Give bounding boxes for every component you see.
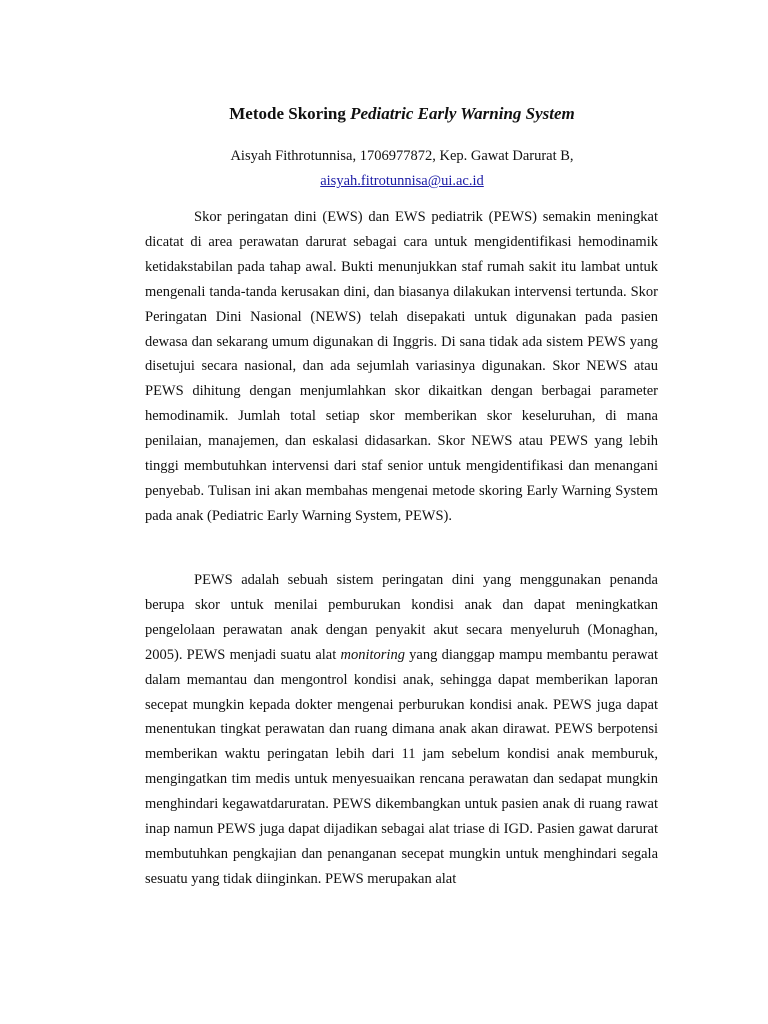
title-italic: Pediatric Early Warning System <box>350 104 575 123</box>
paragraph-2-text-a: PEWS adalah sebuah sistem peringatan dini yang menggunakan penanda berupa skor untuk menilai pemburukan kondisi anak dan dapat meningkatkan pengelolaan perawatan anak dengan penyakit akut secara menyeluruh (Monaghan, 2005). PEWS menjadi suatu alat <box>145 572 658 663</box>
body-paragraph-1-block <box>145 205 658 529</box>
paragraph-2-text-b: yang dianggap mampu membantu perawat dalam memantau dan mengontrol kondisi anak, sehingga dapat memberikan laporan secepat mungkin kepada dokter mengenai perburukan kondisi anak. PEWS juga dapat menentukan tingkat perawatan dan ruang dimana anak akan dirawat. PEWS berpotensi memberikan waktu peringatan lebih dari 11 jam sebelum kondisi anak memburuk, mengingatkan tim medis untuk menyesuaikan rencana perawatan dan sedapat mungkin menghindari kegawatdaruratan. PEWS dikembangkan untuk pasien anak di ruang rawat inap namun PEWS juga dapat dijadikan sebagai alat triase di IGD. Pasien gawat darurat membutuhkan pengkajian dan penanganan secepat mungkin untuk menghindari segala sesuatu yang tidak diinginkan. PEWS merupakan alat <box>145 646 658 887</box>
title-plain: Metode Skoring <box>229 104 351 123</box>
paragraph-2 <box>145 568 658 892</box>
author-line: Aisyah Fithrotunnisa, 1706977872, Kep. Gawat Darurat B, <box>230 148 574 164</box>
body-paragraph-2-block <box>145 568 658 892</box>
paragraph-1: Skor peringatan dini (EWS) dan EWS pediatrik (PEWS) semakin meningkat dicatat di area perawatan darurat sebagai cara untuk mengidentifikasi hemodinamik ketidakstabilan pada tahap awal. Bukti menunjukkan staf rumah sakit itu lambat untuk mengenali tanda-tanda kerusakan dini, dan biasanya dilakukan intervensi tertunda. Skor Peringatan Dini Nasional (NEWS) telah disepakati untuk digunakan pada pasien dewasa dan sekarang umum digunakan di Inggris. Di sana tidak ada sistem PEWS yang disetujui secara nasional, dan ada sejumlah variasinya digunakan. Skor NEWS atau PEWS dihitung dengan menjumlahkan skor dikaitkan dengan berbagai parameter hemodinamik. Jumlah total setiap skor memberikan skor keseluruhan, di mana penilaian, manajemen, dan eskalasi didasarkan. Skor NEWS atau PEWS yang lebih tinggi membutuhkan intervensi dari staf senior untuk mengidentifikasi dan menangani penyebab. Tulisan ini akan membahas mengenai metode skoring Early Warning System pada anak (Pediatric Early Warning System, PEWS). <box>145 209 658 524</box>
paragraph-2-italic-term: monitoring <box>340 646 405 663</box>
author-email-link[interactable]: aisyah.fitrotunnisa@ui.ac.id <box>320 173 484 189</box>
email-line <box>0 170 768 192</box>
document-title <box>0 103 768 125</box>
